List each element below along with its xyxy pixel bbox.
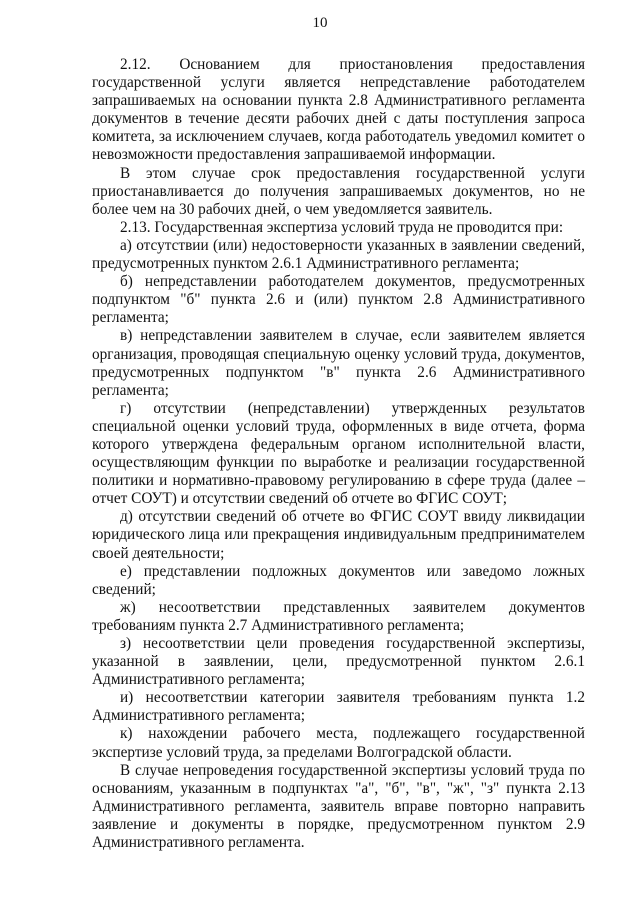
paragraph-2-13: 2.13. Государственная экспертиза условий труда не проводится при: [120, 218, 564, 236]
document-body [92, 56, 585, 852]
list-item-e: е) представлении подложных документов или заведомо ложных сведений; [92, 562, 585, 598]
list-item-z: з) несоответствии цели проведения государственной экспертизы, указанной в заявлении, цели, предусмотренной пунктом 2.6.1 Административного регламента; [92, 635, 585, 689]
page-number: 10 [312, 15, 328, 31]
list-item-k: к) нахождении рабочего места, подлежащего государственной экспертизе условий труда, за пределами Волгоградской области. [92, 725, 585, 761]
list-item-a: а) отсутствии (или) недостоверности указанных в заявлении сведений, предусмотренных пунктом 2.6.1 Административного регламента; [92, 236, 585, 273]
paragraph-2-12: 2.12. Основанием для приостановления предоставления государственной услуги является непредставление работодателем запрашиваемых на основании пункта 2.8 Административного регламента документов в течение десяти рабочих дней с даты поступления запроса комитета, за исключением случаев, когда работодатель уведомил комитет о невозможности предоставления запрашиваемой информации. [92, 56, 585, 164]
paragraph-resubmission: В случае непроведения государственной экспертизы условий труда по основаниям, указанным в подпунктах "а", "б", "в", "ж", "з" пункта 2.13 Административного регламента, заявитель вправе повторно направить заявление и документы в порядке, предусмотренном пунктом 2.9 Административного регламента. [92, 761, 585, 852]
list-item-zh: ж) несоответствии представленных заявителем документов требованиям пункта 2.7 Административного регламента; [92, 598, 585, 634]
list-item-v: в) непредставлении заявителем в случае, если заявителем является организация, проводящая специальную оценку условий труда, документов, предусмотренных подпунктом "в" пункта 2.6 Административного регламента; [92, 327, 585, 399]
list-item-d: д) отсутствии сведений об отчете во ФГИС СОУТ ввиду ликвидации юридического лица или прекращения индивидуальным предпринимателем своей деятельности; [92, 508, 585, 562]
paragraph-suspension-term: В этом случае срок предоставления государственной услуги приостанавливается до получения запрашиваемых документов, но не более чем на 30 рабочих дней, о чем уведомляется заявитель. [92, 164, 585, 218]
list-item-b: б) непредставлении работодателем документов, предусмотренных подпунктом "б" пункта 2.6 и (или) пунктом 2.8 Административного регламента; [92, 273, 585, 327]
list-item-g: г) отсутствии (непредставлении) утвержденных результатов специальной оценки условий труда, оформленных в виде отчета, форма которого утверждена федеральным органом исполнительной власти, осуществляющим функции по выработке и реализации государственной политики и нормативно-правовому регулированию в сфере труда (далее – отчет СОУТ) и отсутствии сведений об отчете во ФГИС СОУТ; [92, 399, 585, 508]
list-item-i: и) несоответствии категории заявителя требованиям пункта 1.2 Административного регламента; [92, 689, 585, 725]
